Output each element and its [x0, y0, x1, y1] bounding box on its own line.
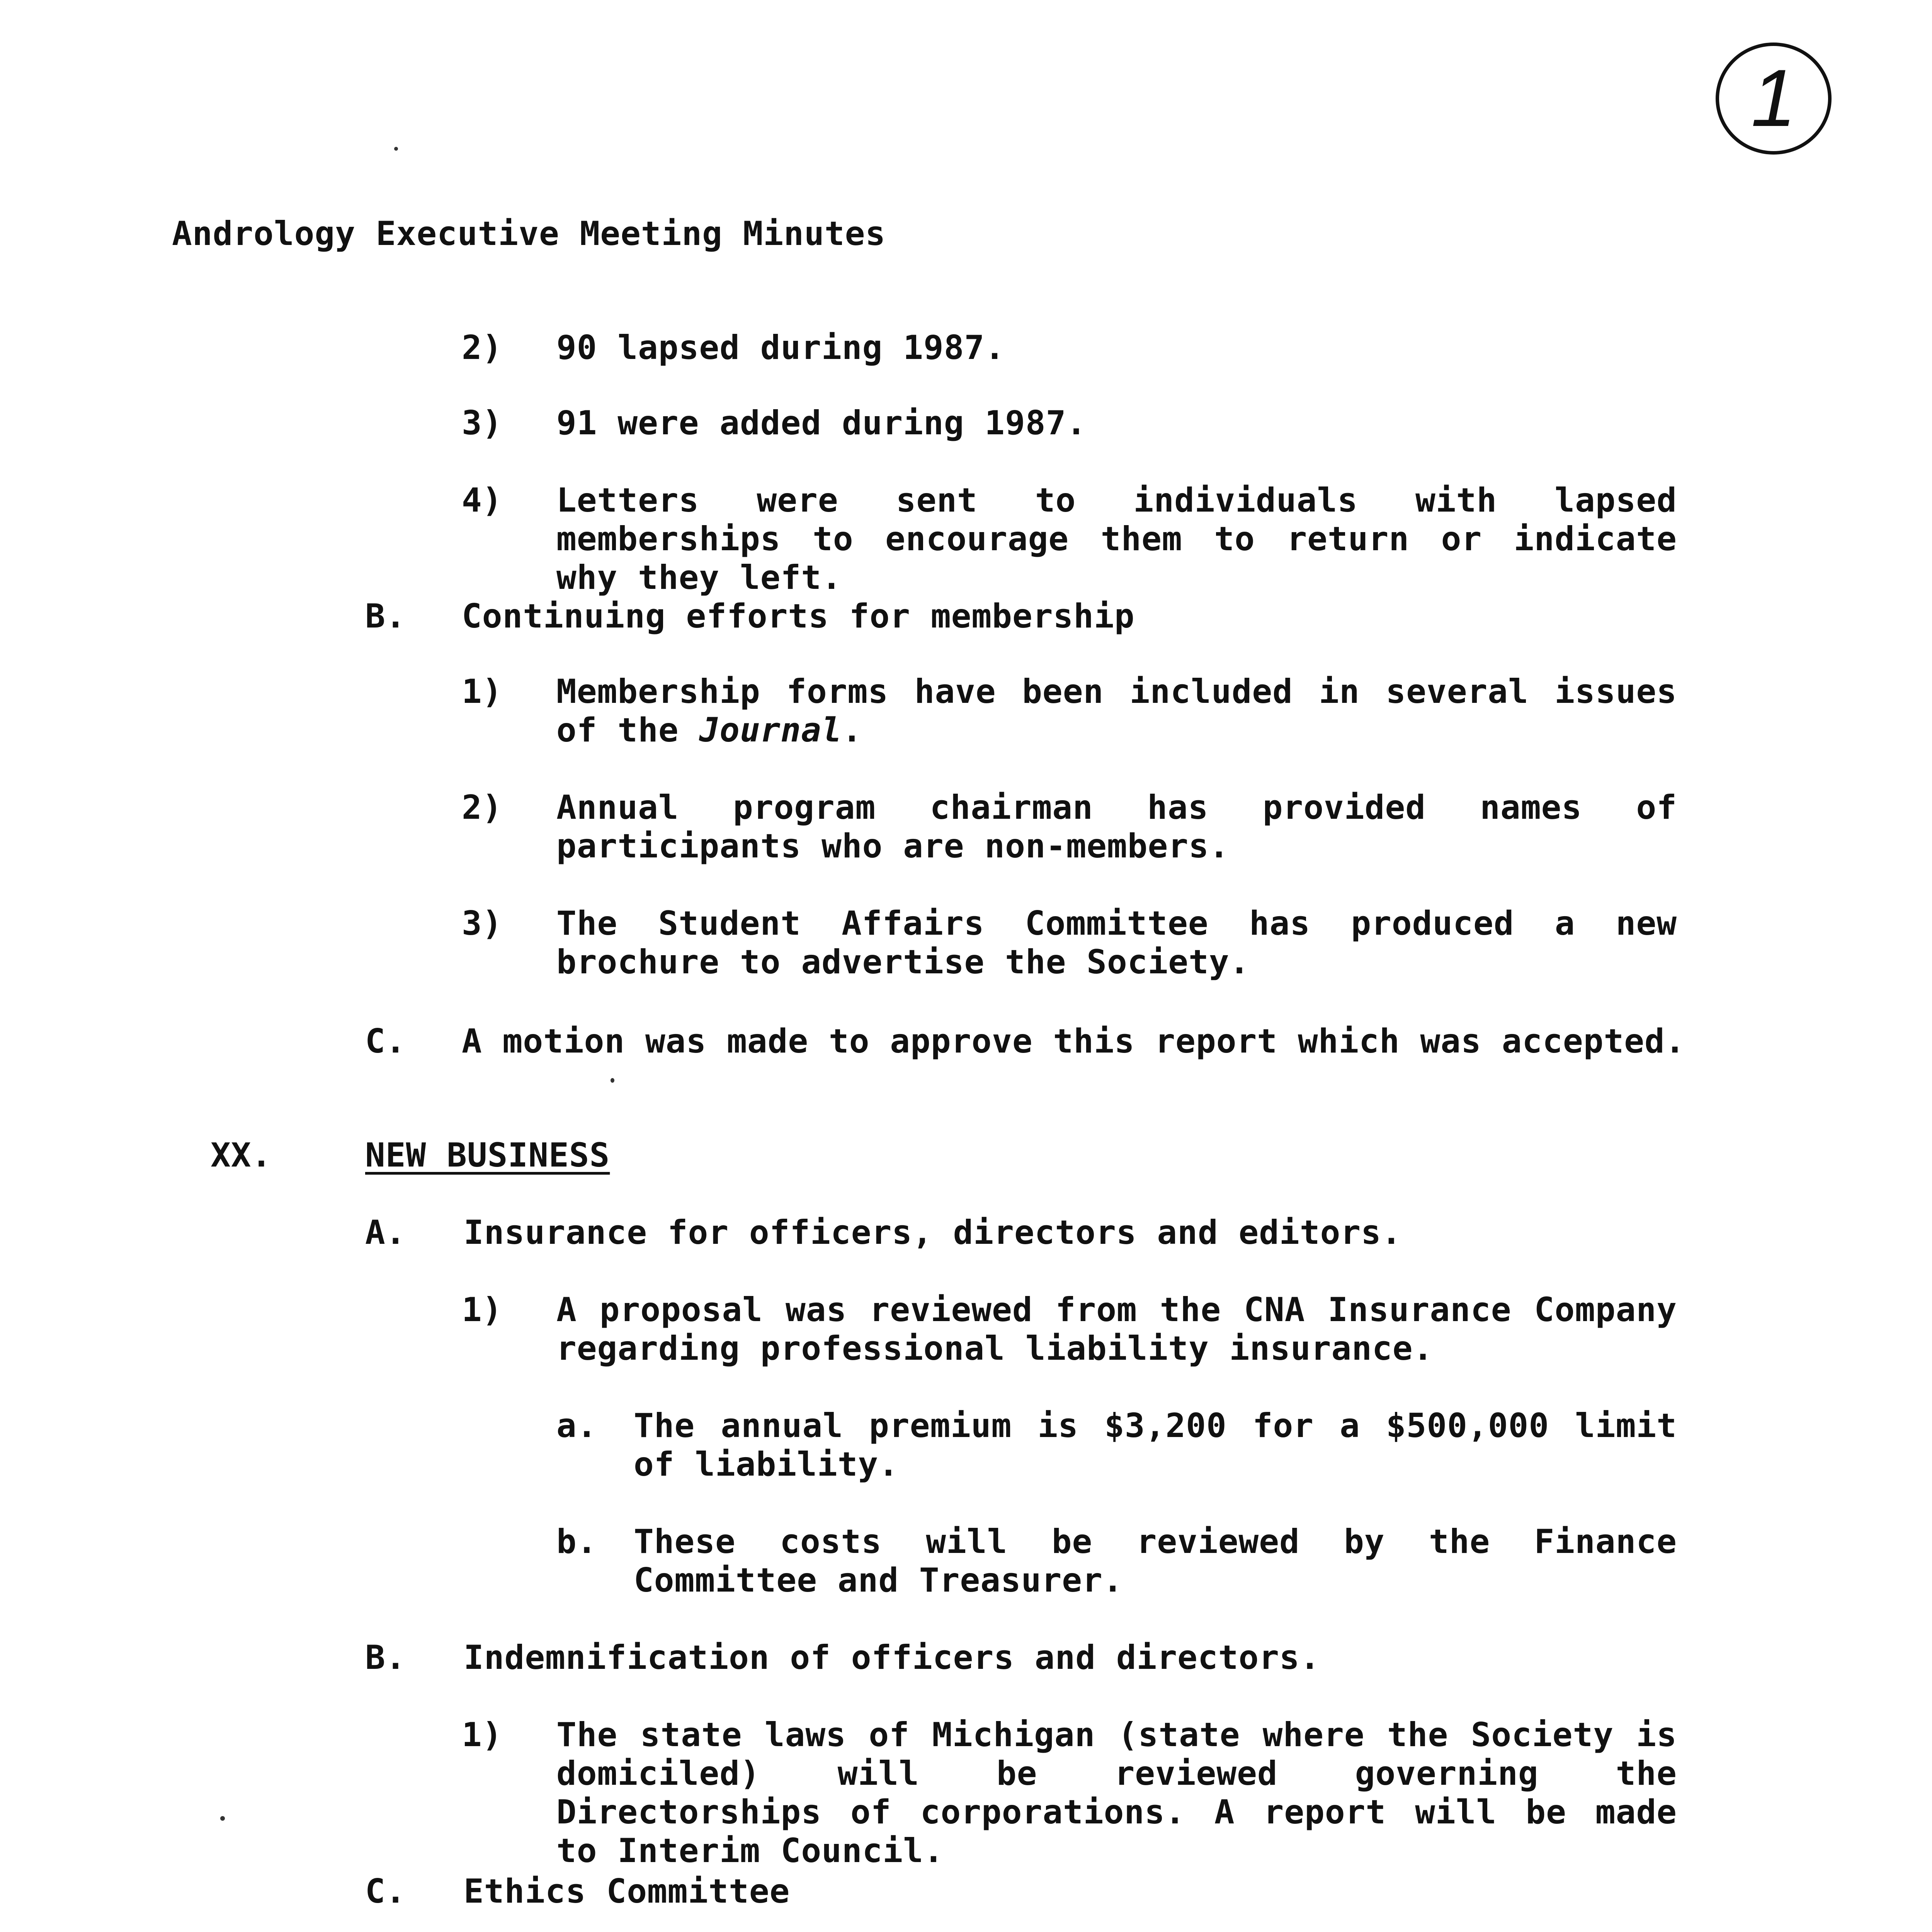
journal-title: Journal — [699, 711, 842, 750]
scan-speck — [220, 1816, 225, 1821]
subitem-text: The annual premium is $3,200 for a $500,000 limit of liability. — [634, 1406, 1677, 1484]
section-heading: Indemnification of officers and directors. — [464, 1638, 1320, 1677]
scan-speck — [394, 147, 398, 151]
item-number: 1) — [462, 1716, 503, 1754]
section-heading: Continuing efforts for membership — [462, 597, 1135, 636]
section-heading-new-business: NEW BUSINESS — [365, 1136, 610, 1175]
section-letter: B. — [365, 597, 406, 636]
section-letter: C. — [365, 1022, 406, 1061]
item-number: 3) — [462, 404, 503, 442]
subitem-text: These costs will be reviewed by the Finance Committee and Treasurer. — [634, 1522, 1677, 1600]
section-letter: B. — [365, 1638, 406, 1677]
item-text: The state laws of Michigan (state where the Society is domiciled) will be reviewed governing the Directorships of corporations. A report will be made to Interim Council. — [556, 1716, 1677, 1870]
item-text: Letters were sent to individuals with lapsed memberships to encourage them to return or indicate why they left. — [556, 481, 1677, 597]
section-letter: A. — [365, 1213, 406, 1252]
section-letter: C. — [365, 1872, 406, 1911]
item-number: 1) — [462, 672, 503, 711]
section-heading: Ethics Committee — [464, 1872, 790, 1911]
item-number: 4) — [462, 481, 503, 520]
item-number: 2) — [462, 788, 503, 827]
subitem-letter: b. — [556, 1522, 597, 1561]
item-text: 91 were added during 1987. — [556, 404, 1087, 442]
item-text: Membership forms have been included in several issues of the Journal. — [556, 672, 1677, 750]
section-text: A motion was made to approve this report which was accepted. — [462, 1022, 1685, 1061]
scan-speck — [611, 1078, 614, 1083]
subitem-letter: a. — [556, 1406, 597, 1445]
roman-numeral: XX. — [211, 1136, 272, 1175]
item-number: 1) — [462, 1291, 503, 1329]
section-heading: Insurance for officers, directors and editors. — [464, 1213, 1402, 1252]
item-text: Annual program chairman has provided names of participants who are non-members. — [556, 788, 1677, 866]
item-text: A proposal was reviewed from the CNA Insurance Company regarding professional liability insurance. — [556, 1291, 1677, 1368]
page-title: Andrology Executive Meeting Minutes — [172, 214, 886, 253]
item-number: 2) — [462, 328, 503, 367]
circled-page-mark: 1 — [1716, 43, 1832, 155]
item-text: The Student Affairs Committee has produced a new brochure to advertise the Society. — [556, 904, 1677, 981]
item-number: 3) — [462, 904, 503, 943]
item-text: 90 lapsed during 1987. — [556, 328, 1005, 367]
